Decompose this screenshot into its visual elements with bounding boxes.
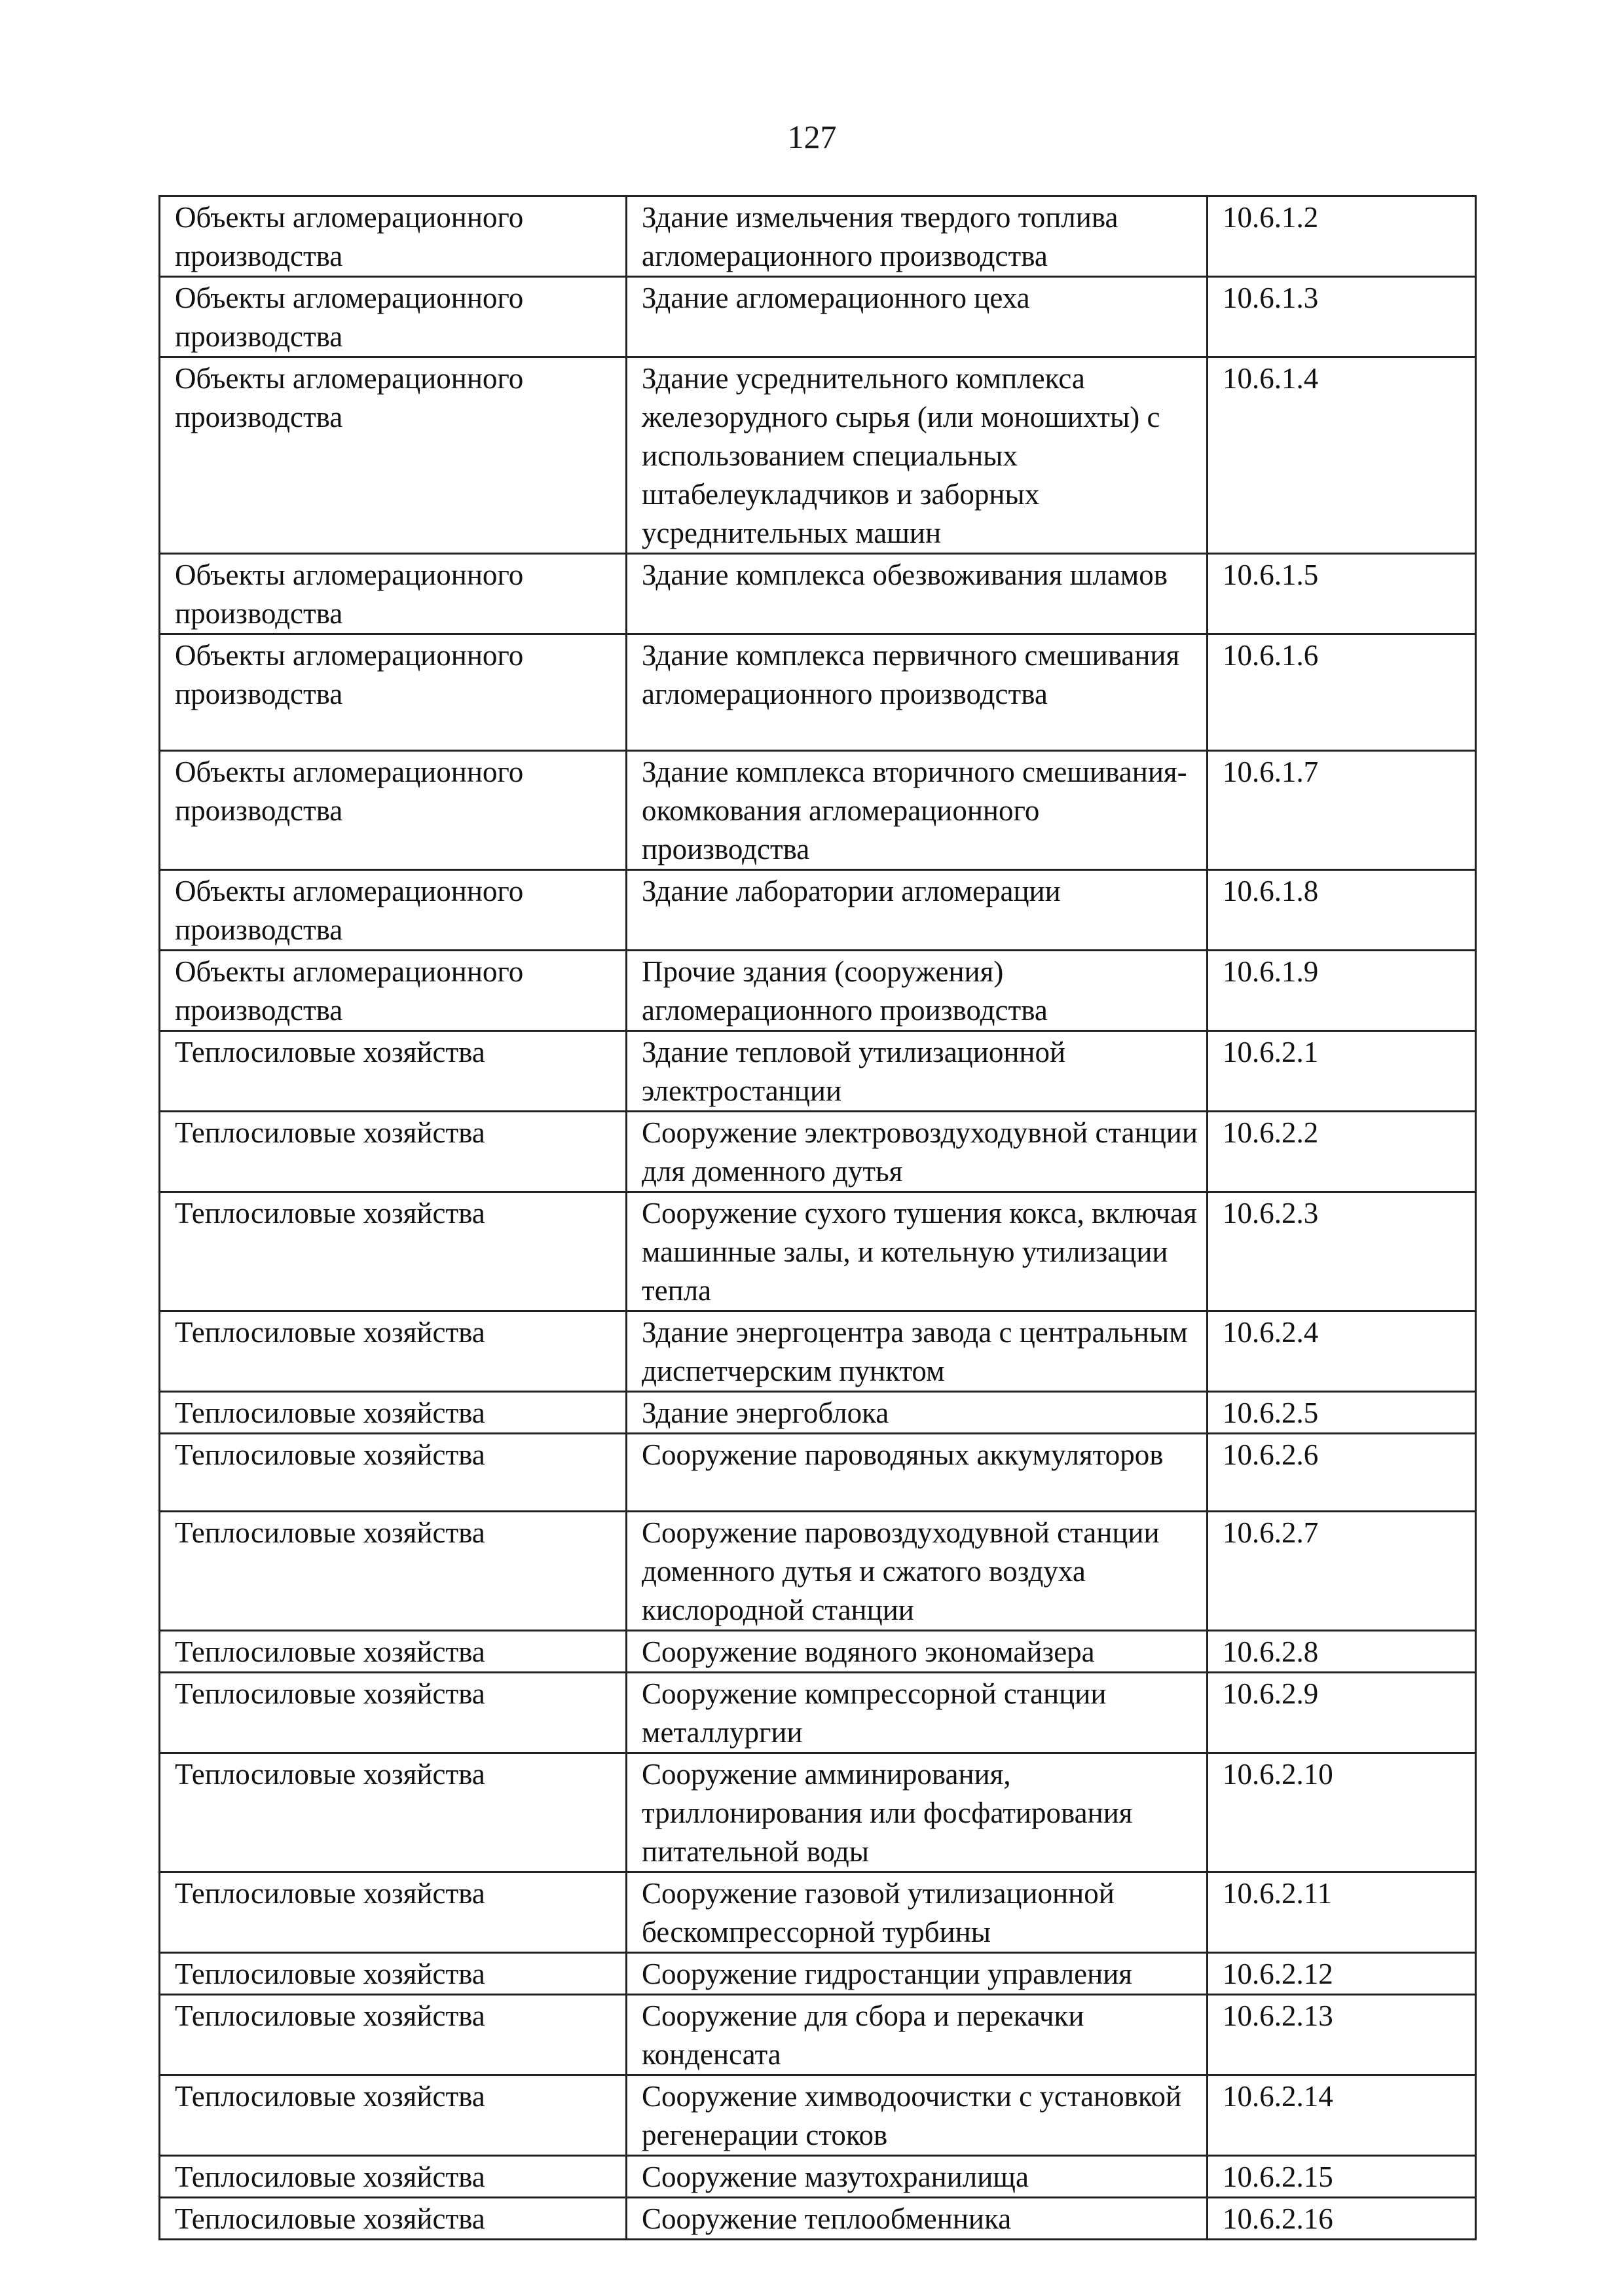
- category-cell: Теплосиловые хозяйства: [160, 1434, 627, 1512]
- object-cell: Здание измельчения твердого топлива агломерационного производства: [627, 196, 1208, 277]
- category-cell: Теплосиловые хозяйства: [160, 1031, 627, 1112]
- category-cell: Теплосиловые хозяйства: [160, 1631, 627, 1673]
- object-cell: Здание агломерационного цеха: [627, 277, 1208, 357]
- table-body: [160, 196, 1476, 2240]
- object-cell: Здание усреднительного комплекса железорудного сырья (или моношихты) с использованием специальных штабелеукладчиков и заборных усреднительных машин: [627, 357, 1208, 554]
- object-cell: Сооружение паровоздуходувной станции доменного дутья и сжатого воздуха кислородной станции: [627, 1512, 1208, 1631]
- object-cell: Сооружение амминирования, триллонирования или фосфатирования питательной воды: [627, 1753, 1208, 1872]
- code-cell: 10.6.2.1: [1208, 1031, 1476, 1112]
- code-cell: 10.6.2.12: [1208, 1953, 1476, 1995]
- table-row: [160, 1673, 1476, 1753]
- object-cell: Здание комплекса обезвоживания шламов: [627, 554, 1208, 634]
- category-cell: Теплосиловые хозяйства: [160, 1392, 627, 1434]
- table-row: [160, 1512, 1476, 1631]
- category-cell: Теплосиловые хозяйства: [160, 1872, 627, 1953]
- table-row: [160, 2198, 1476, 2240]
- table-row: [160, 2156, 1476, 2198]
- object-cell: Сооружение гидростанции управления: [627, 1953, 1208, 1995]
- object-cell: Сооружение компрессорной станции металлургии: [627, 1673, 1208, 1753]
- table-row: [160, 634, 1476, 751]
- object-cell: Прочие здания (сооружения) агломерационного производства: [627, 951, 1208, 1031]
- object-cell: Сооружение химводоочистки с установкой регенерации стоков: [627, 2075, 1208, 2156]
- object-cell: Сооружение мазутохранилища: [627, 2156, 1208, 2198]
- table-row: [160, 951, 1476, 1031]
- category-cell: Теплосиловые хозяйства: [160, 1192, 627, 1311]
- category-cell: Объекты агломерационного производства: [160, 634, 627, 751]
- object-cell: Сооружение газовой утилизационной бескомпрессорной турбины: [627, 1872, 1208, 1953]
- code-cell: 10.6.2.4: [1208, 1311, 1476, 1392]
- code-cell: 10.6.1.2: [1208, 196, 1476, 277]
- table-row: [160, 1031, 1476, 1112]
- table-row: [160, 277, 1476, 357]
- code-cell: 10.6.2.13: [1208, 1995, 1476, 2075]
- object-cell: Здание энергоблока: [627, 1392, 1208, 1434]
- category-cell: Объекты агломерационного производства: [160, 357, 627, 554]
- object-cell: Сооружение для сбора и перекачки конденсата: [627, 1995, 1208, 2075]
- table-row: [160, 1434, 1476, 1512]
- object-cell: Здание тепловой утилизационной электростанции: [627, 1031, 1208, 1112]
- object-cell: Сооружение пароводяных аккумуляторов: [627, 1434, 1208, 1512]
- object-cell: Сооружение электровоздуходувной станции для доменного дутья: [627, 1112, 1208, 1192]
- code-cell: 10.6.2.9: [1208, 1673, 1476, 1753]
- object-cell: Здание комплекса вторичного смешивания-окомкования агломерационного производства: [627, 751, 1208, 870]
- code-cell: 10.6.2.7: [1208, 1512, 1476, 1631]
- category-cell: Объекты агломерационного производства: [160, 870, 627, 951]
- category-cell: Объекты агломерационного производства: [160, 196, 627, 277]
- code-cell: 10.6.1.7: [1208, 751, 1476, 870]
- object-cell: Здание энергоцентра завода с центральным диспетчерским пунктом: [627, 1311, 1208, 1392]
- page-number: 127: [787, 118, 837, 155]
- object-cell: Сооружение водяного экономайзера: [627, 1631, 1208, 1673]
- table-row: [160, 1995, 1476, 2075]
- table-row: [160, 1631, 1476, 1673]
- object-cell: Сооружение теплообменника: [627, 2198, 1208, 2240]
- table-row: [160, 2075, 1476, 2156]
- category-cell: Объекты агломерационного производства: [160, 951, 627, 1031]
- classification-table: [158, 195, 1477, 2240]
- table-row: [160, 1953, 1476, 1995]
- category-cell: Теплосиловые хозяйства: [160, 1753, 627, 1872]
- code-cell: 10.6.2.3: [1208, 1192, 1476, 1311]
- code-cell: 10.6.1.3: [1208, 277, 1476, 357]
- table-row: [160, 1392, 1476, 1434]
- table-row: [160, 1753, 1476, 1872]
- category-cell: Объекты агломерационного производства: [160, 554, 627, 634]
- category-cell: Теплосиловые хозяйства: [160, 1673, 627, 1753]
- object-cell: Здание лаборатории агломерации: [627, 870, 1208, 951]
- category-cell: Объекты агломерационного производства: [160, 277, 627, 357]
- category-cell: Теплосиловые хозяйства: [160, 1311, 627, 1392]
- object-cell: Сооружение сухого тушения кокса, включая машинные залы, и котельную утилизации тепла: [627, 1192, 1208, 1311]
- table-row: [160, 1311, 1476, 1392]
- category-cell: Теплосиловые хозяйства: [160, 2156, 627, 2198]
- category-cell: Теплосиловые хозяйства: [160, 1512, 627, 1631]
- object-cell: Здание комплекса первичного смешивания агломерационного производства: [627, 634, 1208, 751]
- code-cell: 10.6.1.8: [1208, 870, 1476, 951]
- category-cell: Теплосиловые хозяйства: [160, 2075, 627, 2156]
- category-cell: Теплосиловые хозяйства: [160, 1953, 627, 1995]
- code-cell: 10.6.2.14: [1208, 2075, 1476, 2156]
- code-cell: 10.6.2.10: [1208, 1753, 1476, 1872]
- code-cell: 10.6.2.16: [1208, 2198, 1476, 2240]
- code-cell: 10.6.2.5: [1208, 1392, 1476, 1434]
- category-cell: Объекты агломерационного производства: [160, 751, 627, 870]
- table-row: [160, 554, 1476, 634]
- table-row: [160, 870, 1476, 951]
- category-cell: Теплосиловые хозяйства: [160, 1995, 627, 2075]
- code-cell: 10.6.1.9: [1208, 951, 1476, 1031]
- table-row: [160, 1112, 1476, 1192]
- code-cell: 10.6.2.2: [1208, 1112, 1476, 1192]
- table-row: [160, 1872, 1476, 1953]
- code-cell: 10.6.2.15: [1208, 2156, 1476, 2198]
- table-row: [160, 751, 1476, 870]
- table-row: [160, 196, 1476, 277]
- code-cell: 10.6.2.8: [1208, 1631, 1476, 1673]
- code-cell: 10.6.1.4: [1208, 357, 1476, 554]
- category-cell: Теплосиловые хозяйства: [160, 2198, 627, 2240]
- table-row: [160, 357, 1476, 554]
- category-cell: Теплосиловые хозяйства: [160, 1112, 627, 1192]
- code-cell: 10.6.2.11: [1208, 1872, 1476, 1953]
- code-cell: 10.6.1.6: [1208, 634, 1476, 751]
- code-cell: 10.6.2.6: [1208, 1434, 1476, 1512]
- table-row: [160, 1192, 1476, 1311]
- code-cell: 10.6.1.5: [1208, 554, 1476, 634]
